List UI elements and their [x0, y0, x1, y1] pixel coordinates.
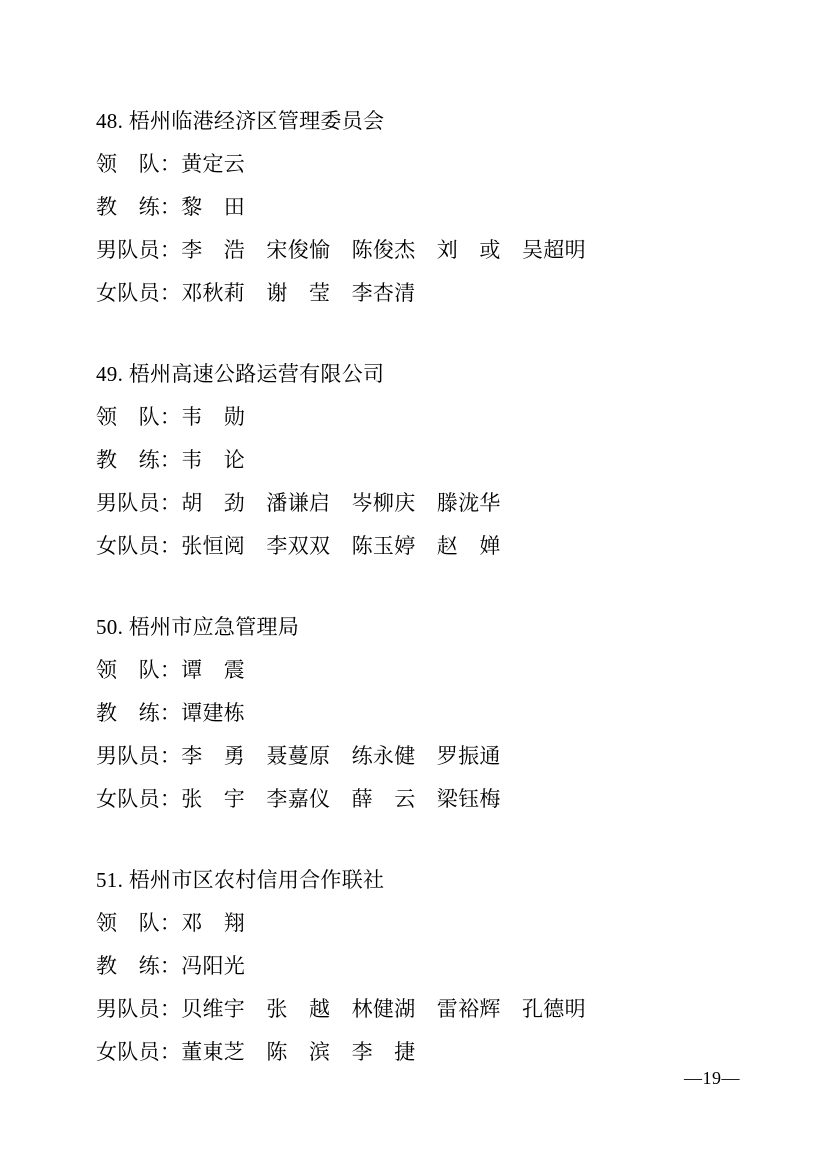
- coach-label: 教 练：: [96, 448, 182, 472]
- team-heading: [96, 353, 736, 396]
- team-leader-line: [96, 396, 736, 439]
- team-heading: [96, 859, 736, 902]
- team-entry: [96, 606, 736, 821]
- team-female-members-line: [96, 778, 736, 821]
- male-members-label: 男队员：: [96, 238, 182, 262]
- team-coach-line: [96, 945, 736, 988]
- team-number: 48.: [96, 109, 124, 133]
- page-number: —19—: [684, 1068, 740, 1088]
- coach-name: 韦 论: [181, 448, 246, 472]
- leader-label: 领 队：: [96, 152, 182, 176]
- team-female-members-line: [96, 272, 736, 315]
- team-number: 50.: [96, 615, 124, 639]
- male-members-label: 男队员：: [96, 491, 182, 515]
- team-entry: [96, 353, 736, 568]
- document-body: [96, 100, 736, 1074]
- team-title: 梧州临港经济区管理委员会: [128, 109, 385, 133]
- team-heading: [96, 100, 736, 143]
- male-members-label: 男队员：: [96, 997, 182, 1021]
- male-members-names: 李 勇 聂蔓原 练永健 罗振通: [181, 744, 501, 768]
- female-members-label: 女队员：: [96, 281, 182, 305]
- team-title: 梧州市应急管理局: [128, 615, 300, 639]
- team-entry: [96, 859, 736, 1074]
- team-leader-line: [96, 143, 736, 186]
- male-members-names: 胡 劲 潘谦启 岑柳庆 滕泷华: [181, 491, 501, 515]
- female-members-names: 董東芝 陈 滨 李 捷: [181, 1040, 416, 1064]
- team-male-members-line: [96, 735, 736, 778]
- team-number: 49.: [96, 362, 124, 386]
- coach-name: 冯阳光: [181, 954, 246, 978]
- leader-name: 谭 震: [181, 658, 246, 682]
- leader-name: 黄定云: [181, 152, 246, 176]
- coach-label: 教 练：: [96, 701, 182, 725]
- team-coach-line: [96, 692, 736, 735]
- team-male-members-line: [96, 988, 736, 1031]
- coach-label: 教 练：: [96, 195, 182, 219]
- coach-label: 教 练：: [96, 954, 182, 978]
- team-coach-line: [96, 186, 736, 229]
- team-title: 梧州市区农村信用合作联社: [128, 868, 385, 892]
- team-number: 51.: [96, 868, 124, 892]
- team-leader-line: [96, 649, 736, 692]
- team-leader-line: [96, 902, 736, 945]
- leader-label: 领 队：: [96, 405, 182, 429]
- team-male-members-line: [96, 229, 736, 272]
- female-members-label: 女队员：: [96, 534, 182, 558]
- leader-label: 领 队：: [96, 658, 182, 682]
- female-members-names: 邓秋莉 谢 莹 李杏清: [181, 281, 416, 305]
- female-members-label: 女队员：: [96, 1040, 182, 1064]
- team-coach-line: [96, 439, 736, 482]
- female-members-names: 张 宇 李嘉仪 薛 云 梁钰梅: [181, 787, 501, 811]
- team-male-members-line: [96, 482, 736, 525]
- team-heading: [96, 606, 736, 649]
- male-members-names: 李 浩 宋俊愉 陈俊杰 刘 或 吴超明: [181, 238, 586, 262]
- male-members-names: 贝维宇 张 越 林健湖 雷裕辉 孔德明: [181, 997, 586, 1021]
- female-members-names: 张恒阅 李双双 陈玉婷 赵 婵: [181, 534, 501, 558]
- team-female-members-line: [96, 1031, 736, 1074]
- leader-label: 领 队：: [96, 911, 182, 935]
- team-entry: [96, 100, 736, 315]
- coach-name: 黎 田: [181, 195, 246, 219]
- coach-name: 谭建栋: [181, 701, 246, 725]
- female-members-label: 女队员：: [96, 787, 182, 811]
- leader-name: 韦 勋: [181, 405, 246, 429]
- team-title: 梧州高速公路运营有限公司: [128, 362, 385, 386]
- male-members-label: 男队员：: [96, 744, 182, 768]
- leader-name: 邓 翔: [181, 911, 246, 935]
- team-female-members-line: [96, 525, 736, 568]
